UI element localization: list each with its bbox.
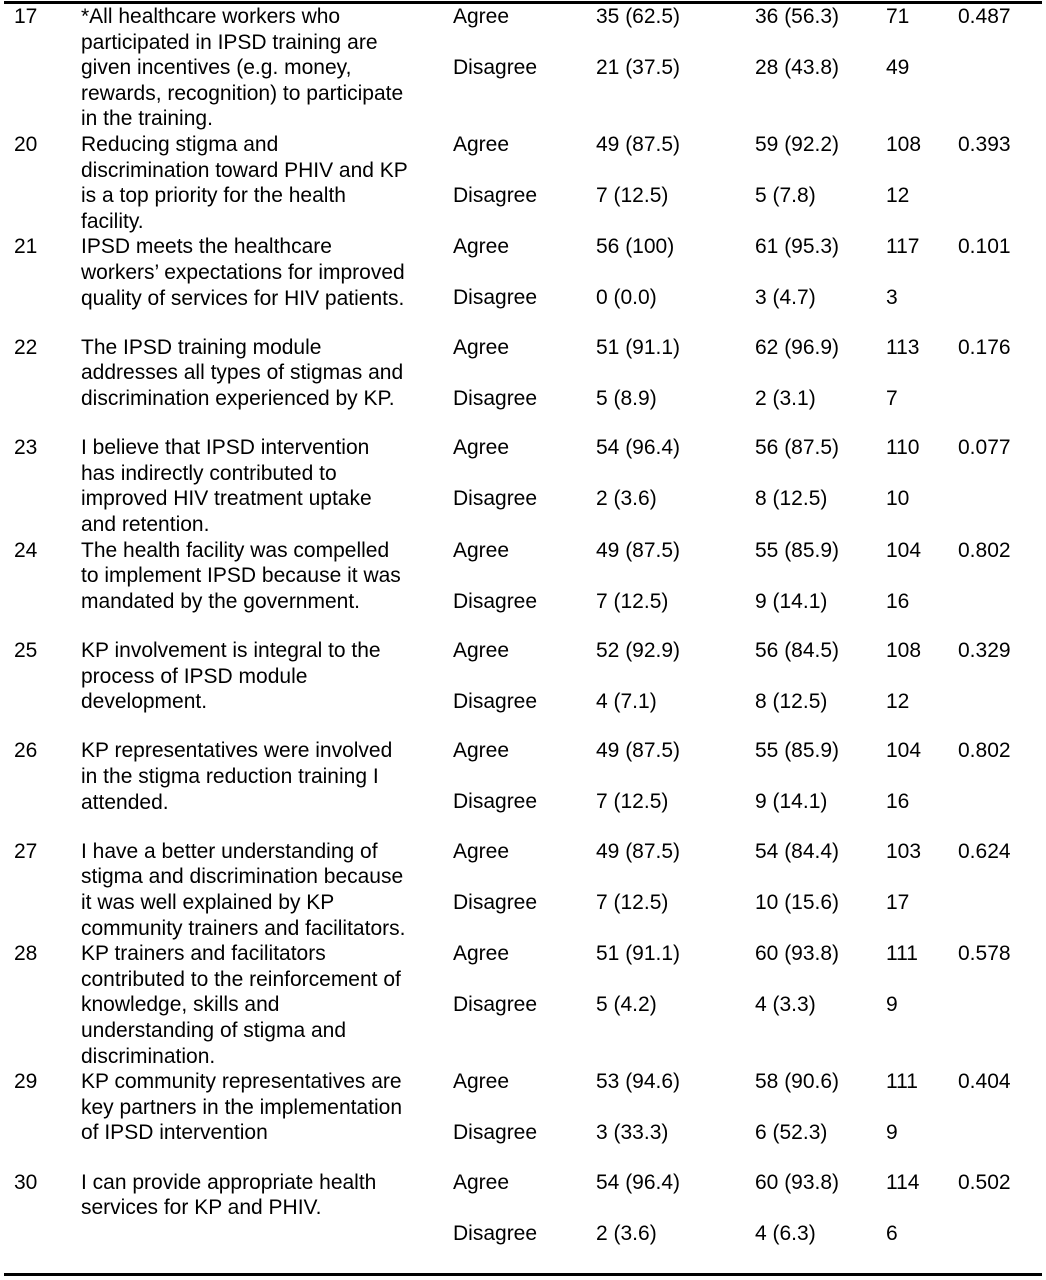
disagree-group2-value: 4 (3.3) — [755, 993, 816, 1017]
disagree-group2-value: 10 (15.6) — [755, 890, 840, 914]
agree-group2-value: 56 (87.5) — [755, 436, 840, 460]
agree-group2-value: 60 (93.8) — [755, 1170, 840, 1194]
item-number: 23 — [14, 436, 38, 460]
item-statement: KP trainers and facilitators contributed to the reinforcement of knowledge, skills and understanding of stigma and discrimination. — [81, 942, 401, 1068]
agree-group1-value: 49 (87.5) — [596, 839, 681, 863]
disagree-group1-value: 5 (4.2) — [596, 993, 657, 1017]
agree-total-value: 71 — [886, 5, 910, 28]
response-agree-label: Agree — [453, 5, 510, 28]
results-table — [0, 4, 1046, 1270]
agree-group1-value: 52 (92.9) — [596, 638, 681, 662]
disagree-group1-value: 7 (12.5) — [596, 589, 669, 613]
agree-group2-value: 36 (56.3) — [755, 5, 840, 28]
disagree-total-value: 12 — [886, 689, 910, 713]
response-disagree-label: Disagree — [453, 689, 538, 713]
agree-group2-value: 62 (96.9) — [755, 335, 840, 359]
disagree-group2-value: 28 (43.8) — [755, 56, 840, 79]
table-row — [0, 1069, 1046, 1169]
disagree-total-value: 7 — [886, 386, 898, 410]
agree-total-value: 113 — [886, 335, 920, 359]
item-statement: IPSD meets the healthcare workers’ expectations for improved quality of services for HIV patients. — [81, 235, 405, 310]
disagree-total-value: 17 — [886, 890, 910, 914]
item-number: 26 — [14, 739, 38, 763]
p-value: 0.176 — [958, 335, 1011, 359]
response-disagree-label: Disagree — [453, 993, 538, 1017]
response-disagree-label: Disagree — [453, 790, 538, 814]
p-value: 0.802 — [958, 739, 1011, 763]
disagree-total-value: 16 — [886, 790, 910, 814]
table-row — [0, 941, 1046, 1069]
agree-total-value: 108 — [886, 638, 922, 662]
response-agree-label: Agree — [453, 133, 510, 156]
item-statement: The IPSD training module addresses all types of stigmas and discrimination experienced by KP. — [81, 335, 404, 410]
agree-group1-value: 49 (87.5) — [596, 133, 681, 156]
agree-group2-value: 60 (93.8) — [755, 942, 840, 966]
response-agree-label: Agree — [453, 1170, 510, 1194]
disagree-total-value: 6 — [886, 1221, 898, 1245]
agree-group1-value: 35 (62.5) — [596, 5, 681, 28]
agree-total-value: 114 — [886, 1170, 920, 1194]
p-value: 0.624 — [958, 839, 1011, 863]
p-value: 0.329 — [958, 638, 1011, 662]
agree-group2-value: 54 (84.4) — [755, 839, 840, 863]
table-row — [0, 4, 1046, 132]
item-number: 20 — [14, 133, 38, 156]
agree-total-value: 111 — [886, 1070, 918, 1094]
response-disagree-label: Disagree — [453, 184, 538, 207]
p-value: 0.487 — [958, 5, 1011, 28]
item-number: 22 — [14, 335, 38, 359]
response-disagree-label: Disagree — [453, 1121, 538, 1145]
p-value: 0.393 — [958, 133, 1011, 156]
item-number: 24 — [14, 538, 38, 562]
item-statement: Reducing stigma and discrimination toward PHIV and KP is a top priority for the health facility. — [81, 133, 408, 233]
disagree-group1-value: 3 (33.3) — [596, 1121, 669, 1145]
disagree-group1-value: 7 (12.5) — [596, 184, 669, 207]
agree-total-value: 117 — [886, 235, 920, 259]
agree-group1-value: 56 (100) — [596, 235, 675, 259]
disagree-total-value: 9 — [886, 993, 898, 1017]
disagree-group2-value: 5 (7.8) — [755, 184, 816, 207]
table-row — [0, 1170, 1046, 1270]
disagree-group2-value: 6 (52.3) — [755, 1121, 828, 1145]
disagree-group2-value: 9 (14.1) — [755, 589, 828, 613]
disagree-total-value: 12 — [886, 184, 910, 207]
response-disagree-label: Disagree — [453, 56, 538, 79]
disagree-group1-value: 2 (3.6) — [596, 487, 657, 511]
response-agree-label: Agree — [453, 436, 510, 460]
agree-group2-value: 58 (90.6) — [755, 1070, 840, 1094]
agree-total-value: 111 — [886, 942, 918, 966]
item-number: 30 — [14, 1170, 38, 1194]
disagree-group2-value: 2 (3.1) — [755, 386, 816, 410]
item-number: 28 — [14, 942, 38, 966]
agree-total-value: 103 — [886, 839, 922, 863]
p-value: 0.077 — [958, 436, 1011, 460]
response-disagree-label: Disagree — [453, 1221, 538, 1245]
disagree-total-value: 9 — [886, 1121, 898, 1145]
item-statement: I can provide appropriate health services for KP and PHIV. — [81, 1170, 377, 1220]
agree-total-value: 104 — [886, 538, 922, 562]
table-row — [0, 335, 1046, 435]
disagree-group1-value: 21 (37.5) — [596, 56, 681, 79]
item-number: 25 — [14, 638, 38, 662]
response-agree-label: Agree — [453, 839, 510, 863]
agree-group2-value: 61 (95.3) — [755, 235, 840, 259]
agree-total-value: 104 — [886, 739, 922, 763]
item-number: 29 — [14, 1070, 38, 1094]
item-number: 27 — [14, 839, 38, 863]
table-row — [0, 738, 1046, 838]
response-disagree-label: Disagree — [453, 386, 538, 410]
item-statement: KP involvement is integral to the process of IPSD module development. — [81, 638, 381, 714]
table-bottom-rule — [4, 1273, 1042, 1276]
agree-total-value: 108 — [886, 133, 922, 156]
p-value: 0.502 — [958, 1170, 1011, 1194]
response-disagree-label: Disagree — [453, 589, 538, 613]
response-agree-label: Agree — [453, 739, 510, 763]
p-value: 0.578 — [958, 942, 1011, 966]
item-number: 21 — [14, 235, 38, 259]
disagree-group2-value: 9 (14.1) — [755, 790, 828, 814]
item-statement: KP representatives were involved in the stigma reduction training I attended. — [81, 739, 393, 814]
item-statement: I believe that IPSD intervention has indirectly contributed to improved HIV treatment uptake and retention. — [81, 436, 372, 536]
response-agree-label: Agree — [453, 638, 510, 662]
agree-group1-value: 53 (94.6) — [596, 1070, 681, 1094]
response-agree-label: Agree — [453, 942, 510, 966]
item-number: 17 — [14, 5, 38, 28]
agree-group1-value: 54 (96.4) — [596, 1170, 681, 1194]
p-value: 0.802 — [958, 538, 1011, 562]
agree-group2-value: 55 (85.9) — [755, 739, 840, 763]
agree-group1-value: 49 (87.5) — [596, 538, 681, 562]
agree-group1-value: 49 (87.5) — [596, 739, 681, 763]
item-statement: The health facility was compelled to implement IPSD because it was mandated by the government. — [81, 538, 401, 613]
disagree-group2-value: 8 (12.5) — [755, 689, 828, 713]
agree-total-value: 110 — [886, 436, 920, 460]
disagree-total-value: 10 — [886, 487, 910, 511]
disagree-total-value: 49 — [886, 56, 910, 79]
agree-group1-value: 51 (91.1) — [596, 335, 681, 359]
disagree-total-value: 3 — [886, 286, 898, 310]
disagree-total-value: 16 — [886, 589, 910, 613]
disagree-group1-value: 7 (12.5) — [596, 890, 669, 914]
response-agree-label: Agree — [453, 335, 510, 359]
table-row — [0, 839, 1046, 941]
item-statement: KP community representatives are key partners in the implementation of IPSD intervention — [81, 1070, 402, 1145]
disagree-group2-value: 8 (12.5) — [755, 487, 828, 511]
agree-group2-value: 56 (84.5) — [755, 638, 840, 662]
table-row — [0, 638, 1046, 738]
table-row — [0, 132, 1046, 234]
disagree-group1-value: 5 (8.9) — [596, 386, 657, 410]
response-agree-label: Agree — [453, 538, 510, 562]
disagree-group2-value: 4 (6.3) — [755, 1221, 816, 1245]
table-row — [0, 538, 1046, 638]
response-disagree-label: Disagree — [453, 286, 538, 310]
agree-group2-value: 59 (92.2) — [755, 133, 840, 156]
table-row — [0, 435, 1046, 537]
agree-group2-value: 55 (85.9) — [755, 538, 840, 562]
agree-group1-value: 51 (91.1) — [596, 942, 681, 966]
p-value: 0.404 — [958, 1070, 1011, 1094]
response-agree-label: Agree — [453, 235, 510, 259]
p-value: 0.101 — [958, 235, 1011, 259]
disagree-group1-value: 0 (0.0) — [596, 286, 657, 310]
item-statement: I have a better understanding of stigma and discrimination because it was well explained by KP community trainers and facilitators. — [81, 839, 406, 940]
agree-group1-value: 54 (96.4) — [596, 436, 681, 460]
table-row — [0, 234, 1046, 334]
disagree-group1-value: 2 (3.6) — [596, 1221, 657, 1245]
disagree-group1-value: 4 (7.1) — [596, 689, 657, 713]
disagree-group2-value: 3 (4.7) — [755, 286, 816, 310]
item-statement: *All healthcare workers who participated in IPSD training are given incentives (e.g. money, rewards, recognition) to participate in the training. — [81, 5, 404, 131]
response-agree-label: Agree — [453, 1070, 510, 1094]
response-disagree-label: Disagree — [453, 487, 538, 511]
response-disagree-label: Disagree — [453, 890, 538, 914]
disagree-group1-value: 7 (12.5) — [596, 790, 669, 814]
